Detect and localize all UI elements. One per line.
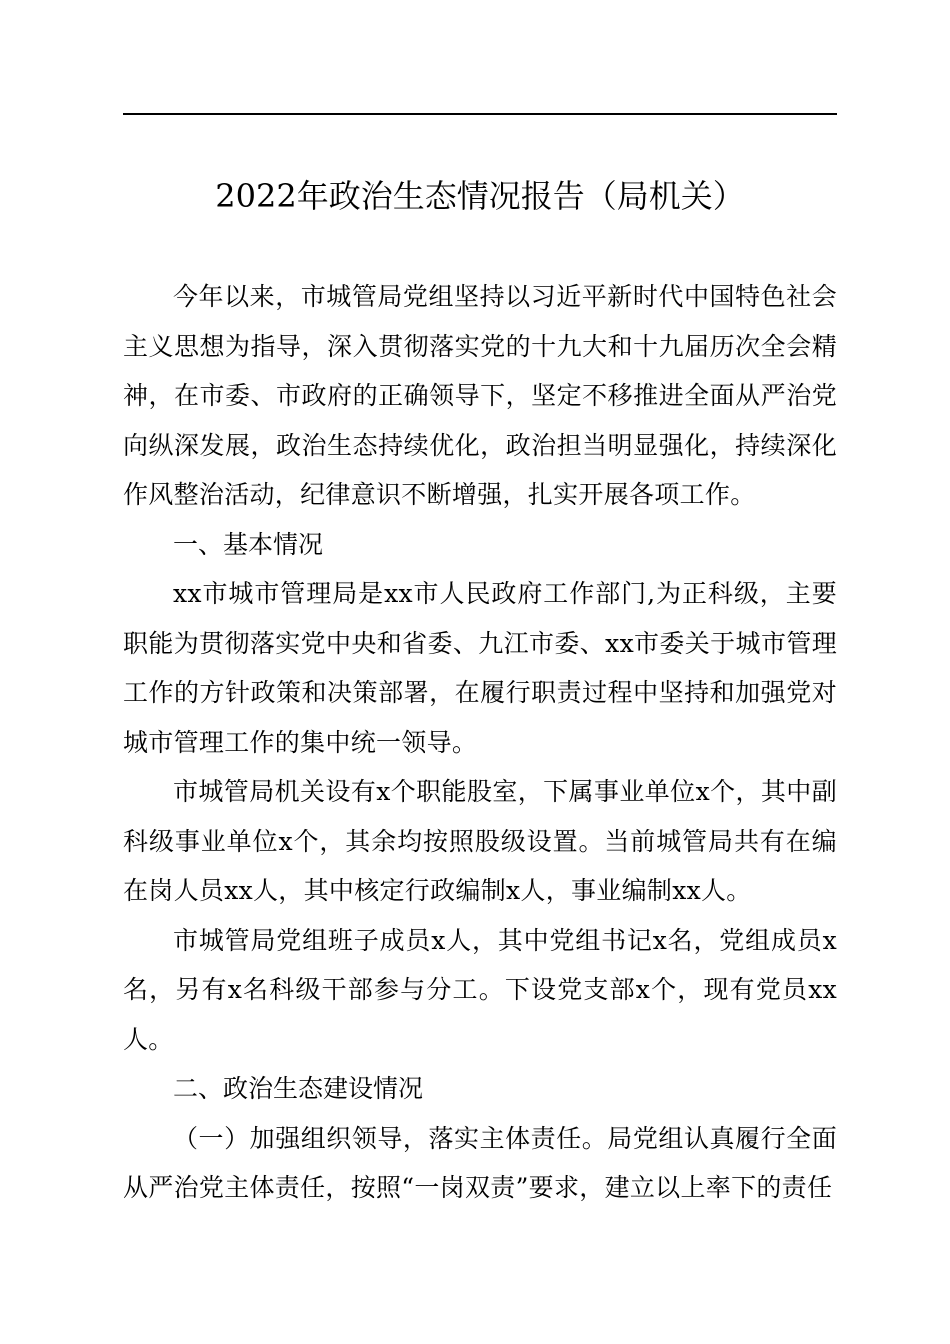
header-rule [123,113,837,115]
section-heading-basic-situation: 一、基本情况 [173,529,324,559]
paragraph-intro: 今年以来，市城管局党组坚持以习近平新时代中国特色社会主义思想为指导，深入贯彻落实党的十九大和十九届历次全会精神，在市委、市政府的正确领导下，坚定不移推进全面从严治党向纵深发展，政治生态持续优化，政治担当明显强化，持续深化作风整治活动，纪律意识不断增强，扎实开展各项工作。 [123,282,837,509]
document-title: 2022年政治生态情况报告（局机关） [215,177,745,215]
document-body [123,272,837,1213]
paragraph-organization-leadership: （一）加强组织领导，落实主体责任。局党组认真履行全面从严治党主体责任，按照“一岗双责”要求，建立以上率下的责任 [123,1123,837,1202]
paragraph-bureau-overview: xx市城市管理局是xx市人民政府工作部门,为正科级，主要职能为贯彻落实党中央和省委、九江市委、xx市委关于城市管理工作的方针政策和决策部署，在履行职责过程中坚持和加强党对城市管理工作的集中统一领导。 [123,579,837,757]
paragraph-staffing: 市城管局机关设有x个职能股室，下属事业单位x个，其中副科级事业单位x个，其余均按照股级设置。当前城管局共有在编在岗人员xx人，其中核定行政编制x人，事业编制xx人。 [123,777,837,905]
paragraph-party-group: 市城管局党组班子成员x人，其中党组书记x名，党组成员x名，另有x名科级干部参与分工。下设党支部x个，现有党员xx人。 [123,925,837,1054]
section-heading-political-ecology: 二、政治生态建设情况 [173,1074,424,1103]
